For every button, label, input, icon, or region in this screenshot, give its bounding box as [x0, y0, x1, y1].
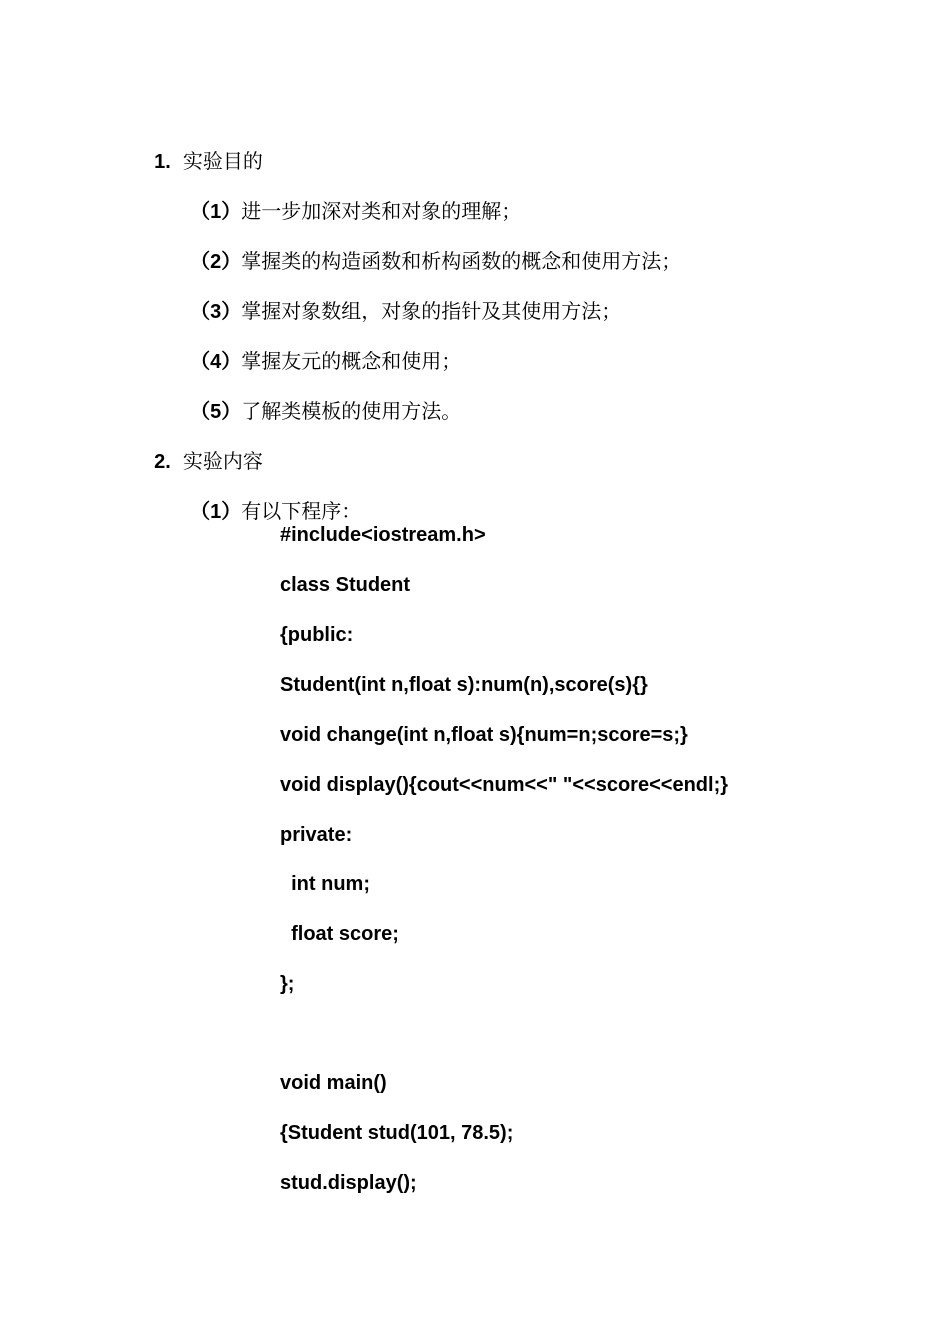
section-title: 实验目的: [182, 149, 263, 173]
item-number: （3）: [190, 301, 242, 323]
item-number: （1）: [190, 201, 242, 223]
item-number: （4）: [190, 351, 242, 373]
item-text: 掌握友元的概念和使用；: [241, 349, 462, 373]
item-text: 有以下程序：: [241, 499, 362, 523]
code-line: class Student: [280, 574, 411, 596]
section-title: 实验内容: [182, 449, 263, 473]
list-item: [180, 272, 622, 323]
section-number: 2.: [154, 451, 171, 473]
code-line: void display(){cout<<num<<" "<<score<<endl;}: [280, 774, 729, 796]
code-line: void change(int n,float s){num=n;score=s;}: [280, 724, 688, 746]
item-text: 掌握对象数组，对象的指针及其使用方法；: [241, 299, 622, 323]
item-number: （1）: [190, 501, 242, 523]
item-number: （5）: [190, 401, 242, 423]
list-item: [180, 372, 462, 423]
code-line: {Student stud(101, 78.5);: [280, 1122, 514, 1144]
item-text: 掌握类的构造函数和析构函数的概念和使用方法；: [241, 249, 682, 273]
item-number: （2）: [190, 251, 242, 273]
code-line: stud.display();: [280, 1172, 417, 1194]
code-line: Student(int n,float s):num(n),score(s){}: [280, 674, 648, 696]
code-line: };: [280, 973, 295, 995]
item-text: 进一步加深对类和对象的理解；: [241, 199, 522, 223]
list-item: [180, 222, 682, 273]
code-line: void main(): [280, 1072, 387, 1094]
item-text: 了解类模板的使用方法。: [241, 399, 462, 423]
code-line: #include<iostream.h>: [280, 524, 486, 546]
section-heading-2: [144, 422, 263, 473]
code-line: private:: [280, 824, 353, 846]
code-line: {public:: [280, 624, 354, 646]
list-item: [180, 322, 462, 373]
list-item: [180, 172, 522, 223]
code-line: float score;: [280, 923, 399, 945]
section-heading-1: [144, 122, 263, 173]
section-number: 1.: [154, 151, 171, 173]
list-item: [180, 472, 362, 523]
code-line: int num;: [280, 873, 370, 895]
